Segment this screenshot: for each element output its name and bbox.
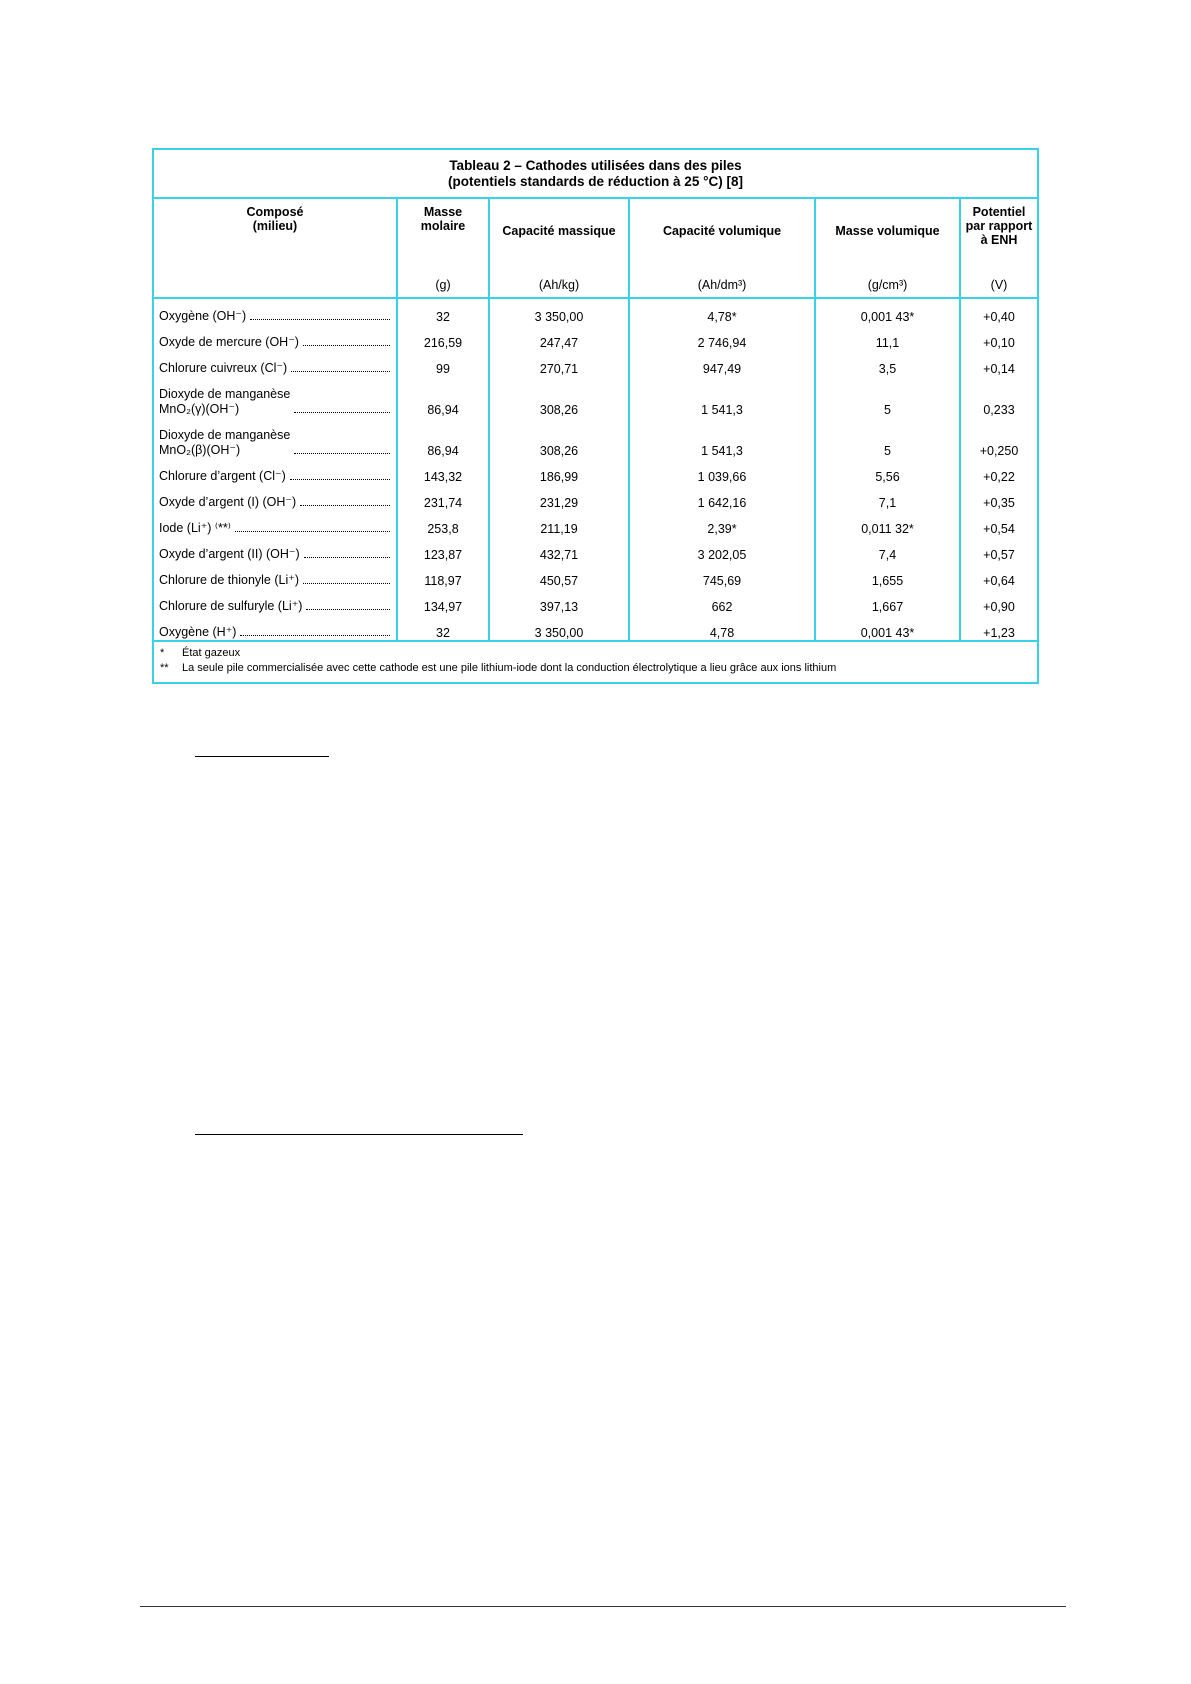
- cell-volume-capacity: 2,39*: [629, 510, 815, 536]
- cell-molar-mass: 99: [397, 350, 489, 376]
- note-2: [160, 661, 1031, 676]
- cell-volume-capacity: 4,78: [629, 614, 815, 640]
- table-row: [154, 510, 1037, 536]
- cell-mass-capacity: 3 350,00: [489, 298, 629, 324]
- compound-name: Oxygène (H⁺): [159, 625, 237, 639]
- cell-molar-mass: 86,94: [397, 376, 489, 417]
- cell-volume-capacity: 1 642,16: [629, 484, 815, 510]
- cell-volume-capacity: 1 541,3: [629, 376, 815, 417]
- cell-density: 5: [815, 376, 960, 417]
- cell-compound: [154, 298, 397, 324]
- header-potential: Potentiel par rapport à ENH: [960, 199, 1037, 273]
- cell-compound: [154, 510, 397, 536]
- cell-volume-capacity: 947,49: [629, 350, 815, 376]
- cell-molar-mass: 123,87: [397, 536, 489, 562]
- leader-dots: [294, 453, 390, 454]
- compound-name: Chlorure cuivreux (Cl⁻): [159, 361, 288, 375]
- leader-dots: [294, 412, 390, 413]
- table-notes: [154, 640, 1037, 682]
- note-mark: *: [160, 647, 165, 659]
- cell-molar-mass: 143,32: [397, 458, 489, 484]
- cell-volume-capacity: 4,78*: [629, 298, 815, 324]
- table-row: [154, 614, 1037, 640]
- cathode-table: [152, 148, 1039, 684]
- header-volume-capacity: Capacité volumique: [629, 199, 815, 273]
- table-title: Tableau 2 – Cathodes utilisées dans des piles (potentiels standards de réduction à 25 °C) [8]: [154, 150, 1037, 199]
- cell-compound: [154, 376, 397, 417]
- cell-potential: +1,23: [960, 614, 1037, 640]
- leader-dots: [250, 319, 390, 320]
- table-row: [154, 324, 1037, 350]
- heading-underline-2: [195, 1134, 523, 1135]
- compound-name: Oxyde de mercure (OH⁻): [159, 335, 299, 349]
- cell-mass-capacity: 397,13: [489, 588, 629, 614]
- note-1: [160, 646, 1031, 661]
- table-row: [154, 588, 1037, 614]
- cell-volume-capacity: 1 039,66: [629, 458, 815, 484]
- compound-name: Chlorure d’argent (Cl⁻): [159, 469, 286, 483]
- table-row: [154, 484, 1037, 510]
- compound-name: Chlorure de thionyle (Li⁺): [159, 573, 299, 587]
- cell-compound: [154, 614, 397, 640]
- heading-underline-1: [195, 756, 329, 757]
- cell-density: 0,011 32*: [815, 510, 960, 536]
- cell-compound: [154, 562, 397, 588]
- cell-potential: +0,64: [960, 562, 1037, 588]
- cell-compound: [154, 484, 397, 510]
- table-row: [154, 376, 1037, 417]
- cell-mass-capacity: 270,71: [489, 350, 629, 376]
- cell-density: 11,1: [815, 324, 960, 350]
- cell-potential: +0,57: [960, 536, 1037, 562]
- cell-potential: +0,40: [960, 298, 1037, 324]
- note-text: État gazeux: [182, 647, 241, 659]
- cell-volume-capacity: 662: [629, 588, 815, 614]
- cell-potential: +0,14: [960, 350, 1037, 376]
- cell-density: 0,001 43*: [815, 298, 960, 324]
- cell-volume-capacity: 745,69: [629, 562, 815, 588]
- leader-dots: [291, 371, 390, 372]
- cell-potential: +0,54: [960, 510, 1037, 536]
- cell-compound: [154, 417, 397, 458]
- cell-density: 7,4: [815, 536, 960, 562]
- cell-density: 0,001 43*: [815, 614, 960, 640]
- header-density: Masse volumique: [815, 199, 960, 273]
- leader-dots: [240, 635, 390, 636]
- leader-dots: [303, 583, 390, 584]
- cell-mass-capacity: 432,71: [489, 536, 629, 562]
- unit-mass-capacity: (Ah/kg): [489, 273, 629, 298]
- unit-molar-mass: (g): [397, 273, 489, 298]
- cell-density: 3,5: [815, 350, 960, 376]
- cell-molar-mass: 134,97: [397, 588, 489, 614]
- note-text: La seule pile commercialisée avec cette cathode est une pile lithium-iode dont la conduction électrolytique a lieu grâce aux ions lithium: [182, 662, 837, 674]
- cell-density: 5,56: [815, 458, 960, 484]
- cell-compound: [154, 458, 397, 484]
- table-row: [154, 562, 1037, 588]
- cell-density: 5: [815, 417, 960, 458]
- cell-molar-mass: 253,8: [397, 510, 489, 536]
- cell-potential: +0,35: [960, 484, 1037, 510]
- table-row: [154, 458, 1037, 484]
- cell-molar-mass: 32: [397, 614, 489, 640]
- cell-volume-capacity: 1 541,3: [629, 417, 815, 458]
- cell-mass-capacity: 247,47: [489, 324, 629, 350]
- note-mark: **: [160, 662, 169, 674]
- table-row: [154, 536, 1037, 562]
- unit-volume-capacity: (Ah/dm³): [629, 273, 815, 298]
- cell-molar-mass: 216,59: [397, 324, 489, 350]
- leader-dots: [300, 505, 390, 506]
- cell-mass-capacity: 211,19: [489, 510, 629, 536]
- leader-dots: [235, 531, 390, 532]
- cell-potential: +0,10: [960, 324, 1037, 350]
- cell-mass-capacity: 186,99: [489, 458, 629, 484]
- cell-compound: [154, 324, 397, 350]
- cell-mass-capacity: 308,26: [489, 376, 629, 417]
- cell-density: 1,667: [815, 588, 960, 614]
- compound-name: Oxygène (OH⁻): [159, 309, 247, 323]
- unit-density: (g/cm³): [815, 273, 960, 298]
- leader-dots: [306, 609, 390, 610]
- compound-name: Dioxyde de manganèse MnO₂(β)(OH⁻): [159, 428, 291, 457]
- header-molar-mass: Masse molaire: [397, 199, 489, 273]
- cell-volume-capacity: 3 202,05: [629, 536, 815, 562]
- cell-mass-capacity: 308,26: [489, 417, 629, 458]
- compound-name: Dioxyde de manganèse MnO₂(γ)(OH⁻): [159, 387, 291, 416]
- compound-name: Iode (Li⁺) ⁽**⁾: [159, 521, 231, 535]
- cell-compound: [154, 536, 397, 562]
- leader-dots: [290, 479, 390, 480]
- cell-mass-capacity: 231,29: [489, 484, 629, 510]
- table-row: [154, 350, 1037, 376]
- table-row: [154, 298, 1037, 324]
- cell-potential: +0,22: [960, 458, 1037, 484]
- cell-compound: [154, 588, 397, 614]
- header-compound: Composé (milieu): [246, 205, 304, 233]
- leader-dots: [304, 557, 390, 558]
- unit-potential: (V): [960, 273, 1037, 298]
- cell-potential: 0,233: [960, 376, 1037, 417]
- cell-molar-mass: 86,94: [397, 417, 489, 458]
- cell-compound: [154, 350, 397, 376]
- leader-dots: [303, 345, 390, 346]
- header-mass-capacity: Capacité massique: [489, 199, 629, 273]
- compound-name: Oxyde d’argent (I) (OH⁻): [159, 495, 297, 509]
- compound-name: Chlorure de sulfuryle (Li⁺): [159, 599, 303, 613]
- cell-molar-mass: 32: [397, 298, 489, 324]
- unit-compound: [154, 273, 397, 298]
- cell-molar-mass: 231,74: [397, 484, 489, 510]
- cell-volume-capacity: 2 746,94: [629, 324, 815, 350]
- cell-molar-mass: 118,97: [397, 562, 489, 588]
- cell-density: 7,1: [815, 484, 960, 510]
- cell-density: 1,655: [815, 562, 960, 588]
- compound-name: Oxyde d’argent (II) (OH⁻): [159, 547, 300, 561]
- footer-rule: [140, 1606, 1066, 1607]
- cell-potential: +0,250: [960, 417, 1037, 458]
- table-body: [154, 298, 1037, 640]
- cell-potential: +0,90: [960, 588, 1037, 614]
- table-row: [154, 417, 1037, 458]
- cell-mass-capacity: 450,57: [489, 562, 629, 588]
- data-grid: [154, 199, 1037, 640]
- cell-mass-capacity: 3 350,00: [489, 614, 629, 640]
